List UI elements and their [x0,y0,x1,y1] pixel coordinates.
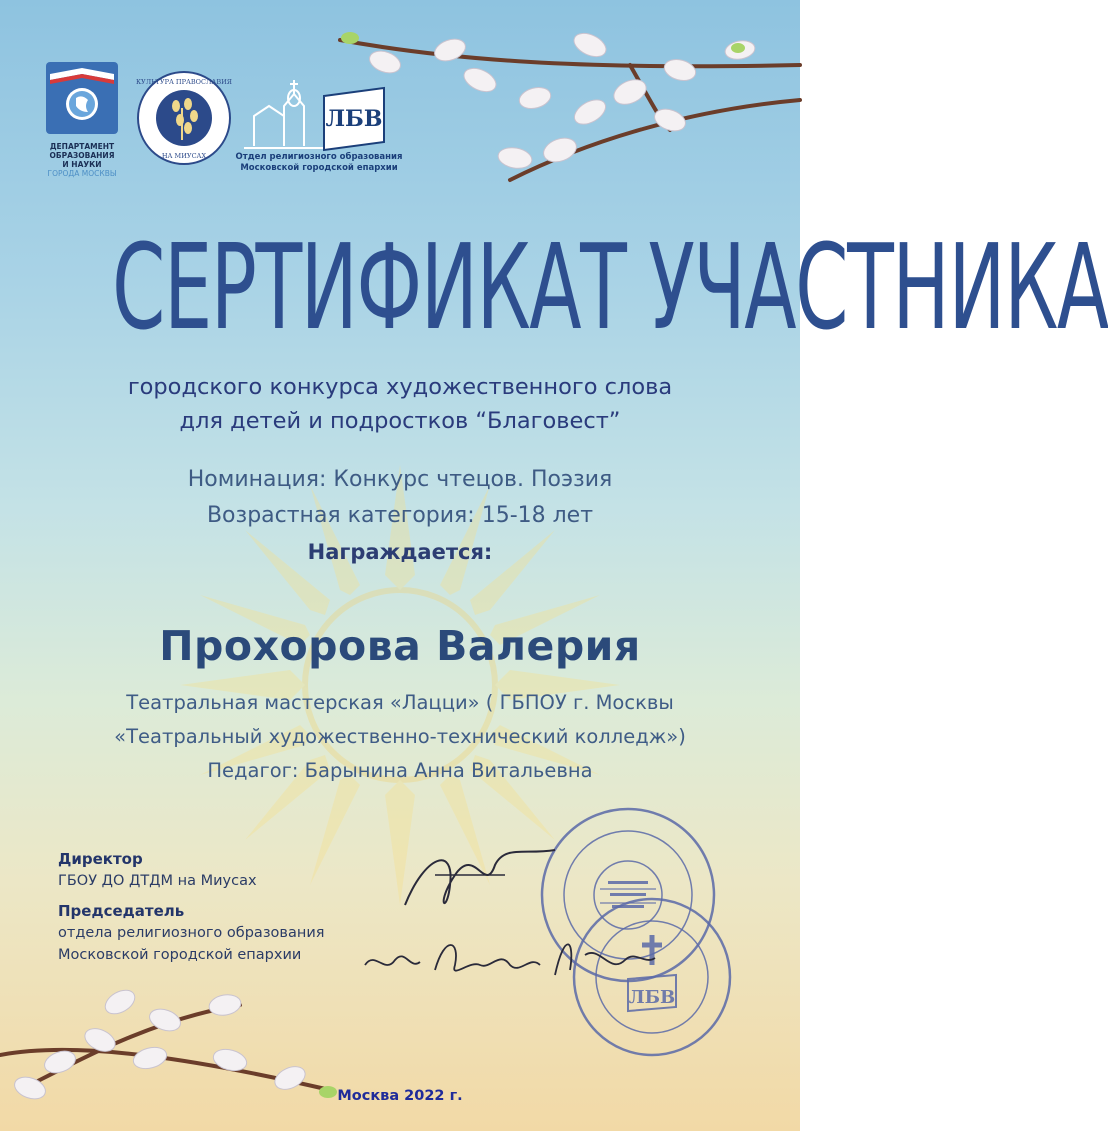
circle-bottom-text: НА МИУСАХ [161,152,207,160]
director-role: Директор [58,850,143,868]
director-signature [395,835,565,930]
signatories [58,848,388,966]
director-org: ГБОУ ДО ДТДМ на Миусах [58,873,257,889]
nomination-block [0,462,800,534]
detail-line: Театральная мастерская «Лацци» ( ГБПОУ г. Москвы [126,691,674,714]
awarded-label: Награждается: [307,540,493,564]
subtitle-line: для детей и подростков “Благовест” [179,408,621,434]
department-caption: ДЕПАРТАМЕНТ ОБРАЗОВАНИЯ И НАУКИ ГОРОДА МОСКВЫ [47,142,117,178]
chair-org-line: отдела религиозного образования [58,925,325,941]
department-emblem-icon [44,60,120,140]
detail-line: «Театральный художественно-технический колледж») [114,725,686,748]
svg-text:ЛБВ: ЛБВ [628,987,676,1008]
chair-role: Председатель [58,902,185,920]
eparchy-caption: Отдел религиозного образования Московской городской епархии [235,152,403,173]
eparchy-church-logo-icon [234,66,399,156]
chair-signature [360,920,660,990]
age-category-text: Возрастная категория: 15-18 лет [206,503,594,528]
recipient-name: Прохорова Валерия [159,622,641,670]
svg-text:ЛБВ: ЛБВ [325,106,383,132]
recipient-details [0,686,800,788]
circle-arc-text: КУЛЬТУРА ПРАВОСЛАВИЯ [135,78,233,86]
orthodox-culture-logo-icon [136,70,232,166]
footer-city-year: Москва 2022 г. [337,1088,463,1104]
teacher-line: Педагог: Барынина Анна Витальевна [207,759,593,782]
chair-org-line: Московской городской епархии [58,947,302,963]
certificate-title: СЕРТИФИКАТ УЧАСТНИКА [112,218,1108,356]
subtitle-line: городского конкурса художественного слова [127,374,673,400]
nomination-text: Номинация: Конкурс чтецов. Поэзия [187,467,613,492]
contest-subtitle [0,370,800,438]
